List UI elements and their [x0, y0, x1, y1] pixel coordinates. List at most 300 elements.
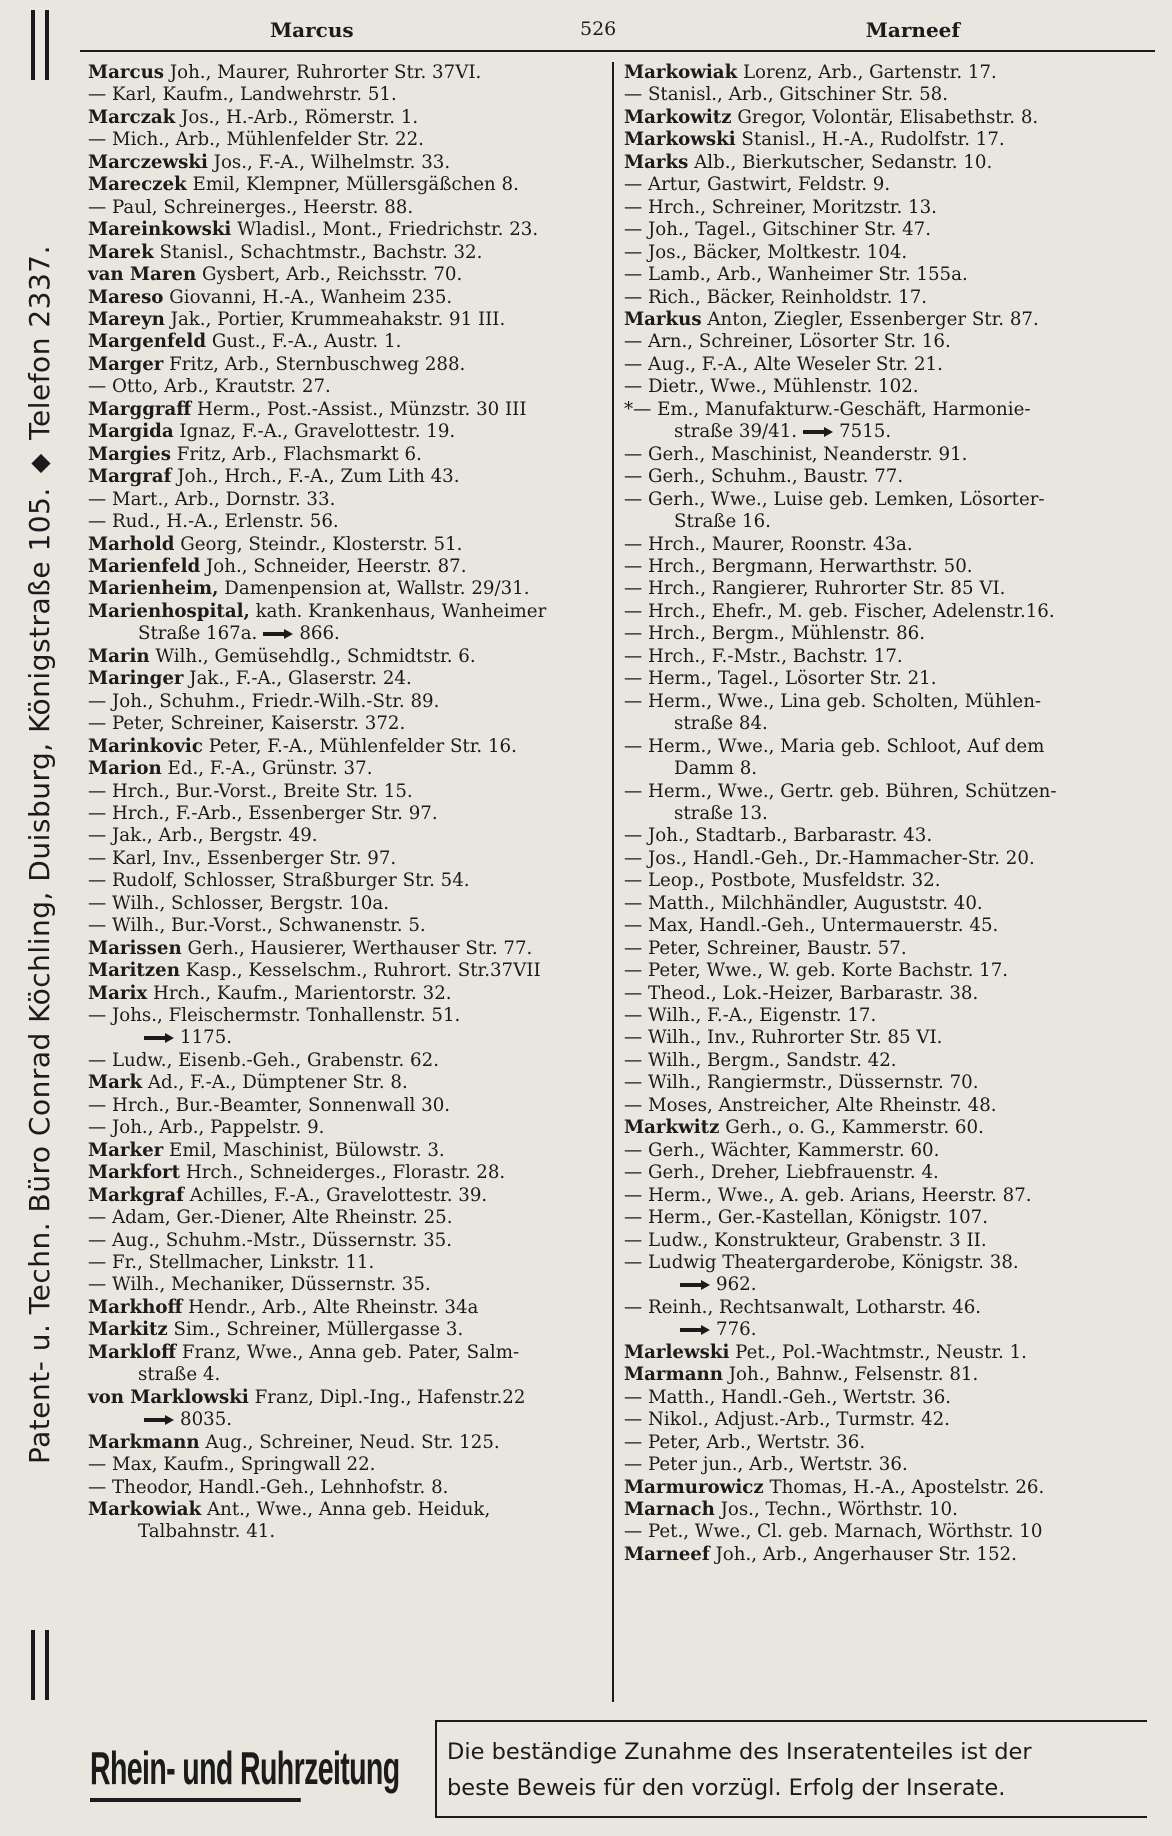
entry-details: — Peter jun., Arb., Wertstr. 36. — [624, 1454, 908, 1476]
entry-details: Peter, F.-A., Mühlenfelder Str. 16. — [202, 735, 517, 757]
entry-details: — Gerh., Wächter, Kammerstr. 60. — [624, 1139, 940, 1161]
sidebar-advert-text: Patent- u. Techn. Büro Conrad Köchling, Duisburg, Königstraße 105. ⬥ Telefon 2337. — [23, 245, 56, 1465]
entry-surname: Margida — [88, 421, 174, 443]
directory-entry — [624, 1027, 1155, 1049]
entry-details: Emil, Klempner, Müllersgäßchen 8. — [186, 174, 519, 196]
entry-details: kath. Krankenhaus, Wanheimer — [249, 600, 547, 622]
entry-details: — Herm., Tagel., Lösorter Str. 21. — [624, 668, 937, 690]
directory-entry — [624, 1432, 1155, 1454]
entry-surname: Markloff — [88, 1341, 177, 1363]
directory-entry — [624, 1499, 1155, 1521]
directory-entry — [624, 264, 1155, 286]
entry-details: Wilh., Gemüsehdlg., Schmidtstr. 6. — [149, 645, 476, 667]
entry-details: — Lamb., Arb., Wanheimer Str. 155a. — [624, 264, 968, 286]
entry-details: straße 84. — [674, 713, 768, 735]
directory-entry — [88, 309, 612, 331]
directory-entry — [88, 107, 612, 129]
entry-details: — Hrch., Bergmann, Herwarthstr. 50. — [624, 555, 973, 577]
entry-surname: Marhold — [88, 533, 175, 555]
directory-entry — [88, 197, 612, 219]
entry-details: Hendr., Arb., Alte Rheinstr. 34a — [182, 1296, 479, 1318]
directory-entry — [624, 601, 1155, 623]
entry-details: — Matth., Milchhändler, Auguststr. 40. — [624, 892, 983, 914]
telephone-icon — [263, 629, 293, 639]
entry-details: — Jak., Arb., Bergstr. 49. — [88, 825, 318, 847]
entry-details: — Peter, Schreiner, Baustr. 57. — [624, 937, 907, 959]
directory-entry — [88, 489, 612, 511]
directory-entry — [88, 1274, 612, 1296]
entry-details: Joh., Maurer, Ruhrorter Str. 37VI. — [164, 62, 482, 83]
directory-entry — [624, 1095, 1155, 1117]
entry-surname: Markitz — [88, 1319, 168, 1341]
entry-surname: Maritzen — [88, 960, 180, 982]
entry-surname: Mareso — [88, 286, 164, 308]
directory-entry — [624, 1387, 1155, 1409]
entry-details: Jos., H.-Arb., Römerstr. 1. — [175, 106, 419, 128]
entry-details: — Hrch., Bur.-Vorst., Breite Str. 15. — [88, 780, 413, 802]
directory-entry — [88, 960, 612, 982]
directory-entry — [624, 1454, 1155, 1476]
entry-surname: Markowiak — [624, 62, 738, 83]
directory-entry — [88, 399, 612, 421]
entry-surname: Marker — [88, 1139, 164, 1161]
directory-entry — [88, 174, 612, 196]
directory-entry — [624, 1544, 1155, 1566]
entry-details: — Johs., Fleischermstr. Tonhallenstr. 51. — [88, 1005, 461, 1027]
telephone-icon — [144, 1033, 174, 1043]
directory-entry — [88, 1117, 612, 1139]
entry-details: — Peter, Arb., Wertstr. 36. — [624, 1431, 866, 1453]
entry-surname: Margies — [88, 443, 171, 465]
entry-details: — Herm., Wwe., Maria geb. Schloot, Auf dem — [624, 735, 1045, 757]
directory-entry — [88, 713, 612, 735]
directory-entry — [88, 915, 612, 937]
entry-details: — Hrch., Schreiner, Moritzstr. 13. — [624, 196, 937, 218]
directory-entry — [88, 1297, 612, 1319]
entry-details: Joh., Arb., Angerhauser Str. 152. — [709, 1543, 1017, 1565]
entry-details: Fritz, Arb., Flachsmarkt 6. — [170, 443, 422, 465]
entry-surname: Marks — [624, 151, 689, 173]
entry-details: — Reinh., Rechtsanwalt, Lotharstr. 46. — [624, 1296, 982, 1318]
entry-details: — Hrch., Maurer, Roonstr. 43a. — [624, 533, 913, 555]
directory-entry — [88, 1072, 612, 1094]
entry-details: — Pet., Wwe., Cl. geb. Marnach, Wörthstr. 10 — [624, 1521, 1043, 1543]
entry-details: Herm., Post.-Assist., Münzstr. 30 III — [191, 398, 527, 420]
entry-surname: Maringer — [88, 668, 184, 690]
entry-details: — Leop., Postbote, Musfeldstr. 32. — [624, 870, 941, 892]
entry-details: — Wilh., Schlosser, Bergstr. 10a. — [88, 892, 389, 914]
entry-details: straße 13. — [674, 802, 768, 824]
entry-surname: Markus — [624, 308, 702, 330]
directory-entry — [88, 623, 612, 645]
directory-entry — [88, 1477, 612, 1499]
directory-entry — [624, 107, 1155, 129]
entry-details: Jak., F.-A., Glaserstr. 24. — [183, 668, 412, 690]
entry-details: — Stanisl., Arb., Gitschiner Str. 58. — [624, 84, 949, 106]
directory-entry — [88, 1364, 612, 1386]
telephone-icon — [803, 427, 833, 437]
entry-details: — Rud., H.-A., Erlenstr. 56. — [88, 511, 339, 533]
directory-entry — [88, 1162, 612, 1184]
entry-details: Jos., Techn., Wörthstr. 10. — [714, 1499, 958, 1520]
entry-details: Hrch., Kaufm., Marientorstr. 32. — [147, 982, 452, 1004]
entry-surname: Marczewski — [88, 151, 208, 173]
page-header — [80, 10, 1155, 52]
directory-entry — [88, 1432, 612, 1454]
entry-surname: Marlewski — [624, 1341, 730, 1363]
directory-entry — [624, 489, 1155, 511]
directory-entry — [624, 1342, 1155, 1364]
entry-details: — Matth., Handl.-Geh., Wertstr. 36. — [624, 1386, 952, 1408]
entry-details: — Herm., Wwe., Lina geb. Scholten, Mühlen- — [624, 690, 1042, 712]
entry-details: Thomas, H.-A., Apostelstr. 26. — [763, 1476, 1045, 1498]
directory-entry — [624, 1319, 1155, 1341]
directory-entry — [624, 376, 1155, 398]
directory-entry — [88, 376, 612, 398]
directory-entry — [624, 197, 1155, 219]
entry-details: Straße 167a. — [138, 623, 258, 645]
directory-entry — [88, 1095, 612, 1117]
entry-details: Stanisl., Schachtmstr., Bachstr. 32. — [153, 241, 483, 263]
directory-entry — [624, 1364, 1155, 1386]
directory-entry — [88, 62, 612, 84]
entry-details: Ed., F.-A., Grünstr. 37. — [161, 758, 373, 780]
directory-entry — [88, 129, 612, 151]
entry-details: Ant., Wwe., Anna geb. Heiduk, — [201, 1499, 491, 1520]
directory-entry — [624, 466, 1155, 488]
directory-entry — [88, 331, 612, 353]
entry-details: Sim., Schreiner, Müllergasse 3. — [167, 1319, 464, 1341]
newspaper-logo: Rhein- und Ruhrzeitung — [90, 1738, 301, 1802]
entry-surname: Margraf — [88, 466, 172, 488]
directory-entry — [88, 1185, 612, 1207]
entry-details: Georg, Steindr., Klosterstr. 51. — [174, 533, 463, 555]
entry-details: Franz, Dipl.-Ing., Hafenstr.22 — [248, 1386, 526, 1408]
directory-entry — [624, 331, 1155, 353]
directory-entry — [624, 983, 1155, 1005]
directory-entry — [624, 646, 1155, 668]
directory-entry — [624, 691, 1155, 713]
phone-number: 1175. — [180, 1027, 233, 1049]
entry-details: Damm 8. — [674, 758, 758, 780]
entry-details: Achilles, F.-A., Gravelottestr. 39. — [184, 1184, 488, 1206]
entry-details: Hrch., Schneiderges., Florastr. 28. — [180, 1162, 506, 1184]
directory-entry — [88, 825, 612, 847]
entry-details: — Fr., Stellmacher, Linkstr. 11. — [88, 1252, 375, 1274]
entry-details: — Hrch., F.-Mstr., Bachstr. 17. — [624, 645, 903, 667]
entry-surname: Markowiak — [88, 1499, 202, 1520]
entry-surname: Markmann — [88, 1431, 200, 1453]
entry-details: Giovanni, H.-A., Wanheim 235. — [163, 286, 453, 308]
directory-entry — [624, 578, 1155, 600]
entry-details: — Gerh., Maschinist, Neanderstr. 91. — [624, 443, 968, 465]
entry-surname: Mark — [88, 1072, 143, 1094]
entry-details: — Wilh., F.-A., Eigenstr. 17. — [624, 1005, 877, 1027]
directory-entry — [624, 152, 1155, 174]
entry-details: Straße 16. — [674, 511, 771, 533]
entry-details: Talbahnstr. 41. — [138, 1521, 276, 1543]
directory-entry — [624, 1521, 1155, 1543]
entry-details: Alb., Bierkutscher, Sedanstr. 10. — [688, 151, 993, 173]
entry-surname: Marneef — [624, 1543, 710, 1565]
entry-surname: Markfort — [88, 1162, 181, 1184]
entry-details: Wladisl., Mont., Friedrichstr. 23. — [231, 219, 539, 241]
entry-details: — Jos., Handl.-Geh., Dr.-Hammacher-Str. 20. — [624, 847, 1035, 869]
directory-entry — [88, 938, 612, 960]
directory-entry — [88, 870, 612, 892]
directory-entry — [624, 1252, 1155, 1274]
entry-details: — Hrch., Ehefr., M. geb. Fischer, Adelenstr.16. — [624, 600, 1055, 622]
directory-entry — [88, 1499, 612, 1521]
directory-entry — [88, 1319, 612, 1341]
directory-entry — [88, 1521, 612, 1543]
directory-entry — [624, 1162, 1155, 1184]
footer-line-1: Die beständige Zunahme des Inseratenteiles ist der — [447, 1739, 1032, 1765]
directory-entry — [88, 1409, 612, 1431]
entry-details: — Dietr., Wwe., Mühlenstr. 102. — [624, 376, 919, 398]
directory-entry — [624, 758, 1155, 780]
columns — [80, 62, 1155, 1702]
directory-entry — [624, 848, 1155, 870]
entry-details: — Gerh., Schuhm., Baustr. 77. — [624, 466, 904, 488]
entry-surname: Markhoff — [88, 1296, 183, 1318]
entry-surname: Marienfeld — [88, 555, 201, 577]
entry-details: — Ludw., Konstrukteur, Grabenstr. 3 II. — [624, 1229, 987, 1251]
telephone-icon — [680, 1280, 710, 1290]
directory-entry — [624, 129, 1155, 151]
directory-entry — [624, 287, 1155, 309]
directory-entry — [88, 1454, 612, 1476]
directory-entry — [88, 152, 612, 174]
entry-surname: Marmurowicz — [624, 1476, 764, 1498]
entry-details: — Arn., Schreiner, Lösorter Str. 16. — [624, 331, 951, 353]
entry-details: Gerh., Hausierer, Werthauser Str. 77. — [181, 937, 533, 959]
entry-surname: Marek — [88, 241, 154, 263]
directory-entry — [624, 915, 1155, 937]
directory-entry — [624, 174, 1155, 196]
directory-entry — [624, 84, 1155, 106]
directory-entry — [88, 1387, 612, 1409]
entry-surname: Marinkovic — [88, 735, 203, 757]
directory-entry — [624, 1005, 1155, 1027]
entry-surname: Markwitz — [624, 1117, 720, 1139]
entry-details: — Peter, Wwe., W. geb. Korte Bachstr. 17. — [624, 960, 1009, 982]
entry-surname: von Marklowski — [88, 1386, 249, 1408]
directory-entry — [624, 825, 1155, 847]
directory-entry — [624, 668, 1155, 690]
entry-details: Ignaz, F.-A., Gravelottestr. 19. — [173, 421, 456, 443]
directory-entry — [88, 466, 612, 488]
directory-entry — [88, 1230, 612, 1252]
entry-details: Ad., F.-A., Dümptener Str. 8. — [142, 1072, 408, 1094]
directory-entry — [88, 781, 612, 803]
directory-entry — [88, 758, 612, 780]
entry-surname: Marion — [88, 758, 162, 780]
directory-entry — [88, 668, 612, 690]
directory-entry — [88, 893, 612, 915]
directory-entry — [624, 242, 1155, 264]
entry-surname: Marmann — [624, 1364, 723, 1386]
directory-entry — [624, 1140, 1155, 1162]
directory-entry — [88, 444, 612, 466]
entry-details: — Karl, Kaufm., Landwehrstr. 51. — [88, 84, 397, 106]
footer-line-2: beste Beweis für den vorzügl. Erfolg der Inserate. — [447, 1775, 1006, 1801]
sidebar-rule-top — [31, 10, 49, 80]
phone-number: 7515. — [839, 421, 892, 443]
directory-entry — [624, 960, 1155, 982]
directory-entry — [624, 736, 1155, 758]
entry-details: — Hrch., Bergm., Mühlenstr. 86. — [624, 623, 925, 645]
directory-entry — [88, 264, 612, 286]
directory-entry — [624, 1185, 1155, 1207]
entry-details: — Aug., Schuhm.-Mstr., Düssernstr. 35. — [88, 1229, 453, 1251]
directory-page — [80, 10, 1155, 1710]
entry-surname: Mareczek — [88, 174, 187, 196]
directory-entry — [88, 803, 612, 825]
directory-entry — [88, 219, 612, 241]
directory-entry — [88, 1342, 612, 1364]
directory-entry — [624, 1477, 1155, 1499]
entry-details: — Moses, Anstreicher, Alte Rheinstr. 48. — [624, 1094, 997, 1116]
telephone-icon — [144, 1415, 174, 1425]
directory-entry — [624, 421, 1155, 443]
entry-details: — Theod., Lok.-Heizer, Barbarastr. 38. — [624, 982, 979, 1004]
entry-details: — Rudolf, Schlosser, Straßburger Str. 54. — [88, 870, 470, 892]
directory-entry — [624, 534, 1155, 556]
entry-surname: Marienhospital, — [88, 600, 250, 622]
directory-entry — [624, 444, 1155, 466]
phone-number: 866. — [299, 623, 340, 645]
directory-entry — [88, 354, 612, 376]
entry-details: — Wilh., Bur.-Vorst., Schwanenstr. 5. — [88, 915, 426, 937]
entry-details: — Herm., Wwe., A. geb. Arians, Heerstr. 87. — [624, 1184, 1032, 1206]
directory-entry — [88, 287, 612, 309]
entry-surname: Margenfeld — [88, 331, 207, 353]
entry-details: — Max, Handl.-Geh., Untermauerstr. 45. — [624, 915, 999, 937]
footer-advert-box — [435, 1720, 1147, 1818]
entry-details: Aug., Schreiner, Neud. Str. 125. — [199, 1431, 500, 1453]
entry-details: — Hrch., Rangierer, Ruhrorter Str. 85 VI. — [624, 578, 1006, 600]
entry-details: — Theodor, Handl.-Geh., Lehnhofstr. 8. — [88, 1476, 449, 1498]
entry-details: *— Em., Manufakturw.-Geschäft, Harmonie- — [624, 398, 1031, 420]
entry-details: Jak., Portier, Krummeahakstr. 91 III. — [164, 308, 506, 330]
directory-entry — [88, 1207, 612, 1229]
entry-surname: Markgraf — [88, 1184, 185, 1206]
directory-entry — [88, 691, 612, 713]
phone-number: 962. — [716, 1274, 757, 1296]
entry-surname: Markowski — [624, 129, 736, 151]
entry-surname: Marcus — [88, 62, 165, 83]
entry-details: — Wilh., Mechaniker, Düssernstr. 35. — [88, 1274, 431, 1296]
directory-entry — [88, 1027, 612, 1049]
entry-details: — Paul, Schreinerges., Heerstr. 88. — [88, 196, 414, 218]
directory-entry — [624, 1207, 1155, 1229]
entry-details: Kasp., Kesselschm., Ruhrort. Str.37VII — [179, 960, 541, 982]
directory-entry — [88, 848, 612, 870]
directory-entry — [624, 309, 1155, 331]
entry-details: — Peter, Schreiner, Kaiserstr. 372. — [88, 713, 406, 735]
directory-entry — [624, 1409, 1155, 1431]
entry-surname: Mareyn — [88, 308, 165, 330]
entry-details: — Joh., Tagel., Gitschiner Str. 47. — [624, 219, 932, 241]
entry-details: — Nikol., Adjust.-Arb., Turmstr. 42. — [624, 1409, 950, 1431]
entry-details: Gregor, Volontär, Elisabethstr. 8. — [731, 106, 1039, 128]
directory-entry — [88, 242, 612, 264]
entry-surname: Markowitz — [624, 106, 732, 128]
entry-details: — Mart., Arb., Dornstr. 33. — [88, 488, 336, 510]
entry-details: — Joh., Arb., Pappelstr. 9. — [88, 1117, 325, 1139]
entry-surname: Marggraff — [88, 398, 192, 420]
directory-entry — [624, 1297, 1155, 1319]
entry-details: — Gerh., Wwe., Luise geb. Lemken, Lösorter- — [624, 488, 1045, 510]
directory-entry — [88, 1050, 612, 1072]
entry-details: Anton, Ziegler, Essenberger Str. 87. — [701, 308, 1039, 330]
entry-details: Joh., Schneider, Heerstr. 87. — [200, 555, 467, 577]
entry-surname: van Maren — [88, 264, 197, 286]
entry-details: Joh., Bahnw., Felsenstr. 81. — [722, 1364, 979, 1386]
entry-details: Joh., Hrch., F.-A., Zum Lith 43. — [171, 466, 460, 488]
directory-entry — [88, 983, 612, 1005]
entry-details: — Rich., Bäcker, Reinholdstr. 17. — [624, 286, 928, 308]
directory-entry — [624, 1230, 1155, 1252]
directory-entry — [88, 511, 612, 533]
entry-details: Damenpension at, Wallstr. 29/31. — [218, 578, 530, 600]
directory-entry — [88, 556, 612, 578]
entry-details: Gysbert, Arb., Reichsstr. 70. — [196, 264, 463, 286]
entry-details: — Aug., F.-A., Alte Weseler Str. 21. — [624, 353, 943, 375]
directory-entry — [624, 1050, 1155, 1072]
directory-entry — [624, 399, 1155, 421]
page-number: 526 — [580, 18, 617, 40]
entry-details: — Wilh., Bergm., Sandstr. 42. — [624, 1049, 897, 1071]
directory-entry — [624, 803, 1155, 825]
entry-details: straße 4. — [138, 1364, 221, 1386]
entry-details: — Herm., Wwe., Gertr. geb. Bühren, Schützen- — [624, 780, 1057, 802]
entry-details: — Jos., Bäcker, Moltkestr. 104. — [624, 241, 908, 263]
entry-details: — Hrch., Bur.-Beamter, Sonnenwall 30. — [88, 1094, 451, 1116]
entry-details: — Gerh., Dreher, Liebfrauenstr. 4. — [624, 1162, 939, 1184]
entry-surname: Marger — [88, 353, 164, 375]
entry-details: straße 39/41. — [674, 421, 798, 443]
entry-surname: Marix — [88, 982, 148, 1004]
directory-entry — [88, 1005, 612, 1027]
phone-number: 8035. — [180, 1409, 233, 1431]
directory-entry — [624, 623, 1155, 645]
entry-surname: Mareinkowski — [88, 219, 232, 241]
directory-entry — [88, 1140, 612, 1162]
directory-entry — [88, 601, 612, 623]
entry-details: — Artur, Gastwirt, Feldstr. 9. — [624, 174, 891, 196]
directory-entry — [624, 870, 1155, 892]
entry-details: Gerh., o. G., Kammerstr. 60. — [719, 1117, 984, 1139]
right-column — [612, 62, 1155, 1702]
directory-entry — [624, 1072, 1155, 1094]
entry-details: — Otto, Arb., Krautstr. 27. — [88, 376, 331, 398]
directory-entry — [624, 511, 1155, 533]
entry-details: Stanisl., H.-A., Rudolfstr. 17. — [735, 129, 1005, 151]
entry-details: Emil, Maschinist, Bülowstr. 3. — [163, 1139, 445, 1161]
entry-details: Gust., F.-A., Austr. 1. — [206, 331, 402, 353]
left-column — [80, 62, 612, 1702]
directory-entry — [88, 534, 612, 556]
directory-entry — [624, 781, 1155, 803]
entry-details: Pet., Pol.-Wachtmstr., Neustr. 1. — [729, 1341, 1027, 1363]
entry-surname: Marissen — [88, 937, 182, 959]
entry-details: Jos., F.-A., Wilhelmstr. 33. — [207, 151, 451, 173]
directory-entry — [624, 1117, 1155, 1139]
entry-details: — Joh., Stadtarb., Barbarastr. 43. — [624, 825, 933, 847]
entry-details: Fritz, Arb., Sternbuschweg 288. — [163, 353, 466, 375]
